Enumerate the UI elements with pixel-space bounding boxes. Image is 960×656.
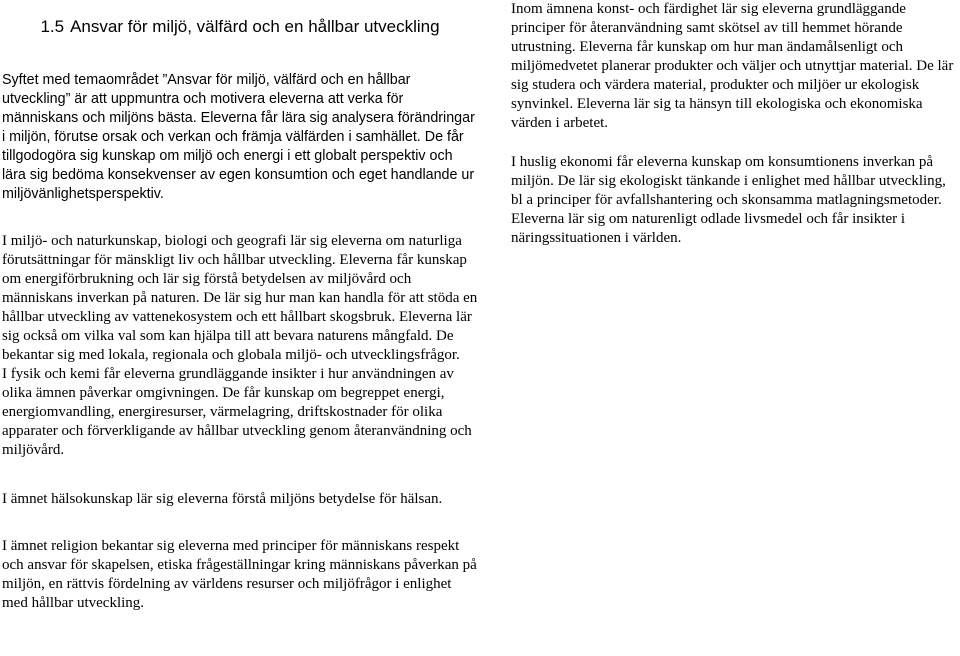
intro-paragraph-part-b: De får tillgodogöra sig kunskap om miljö och energi i ett globalt perspektiv och lära sig bedöma konsekvenser av egen konsumtion och eget handlande ur miljövänlighetsperspektiv. xyxy=(2,129,475,202)
left-column xyxy=(2,0,478,613)
intro-paragraph xyxy=(2,71,478,204)
section-number: 1.5 xyxy=(40,17,65,36)
science-paragraph: I miljö- och naturkunskap, biologi och geografi lär sig eleverna om naturliga förutsättningar för mänskligt liv och hållbar utveckling. Eleverna får kunskap om energiförbrukning och lär sig förstå betydelsen av miljövård och människans inverkan på naturen. De lär sig hur man kan handla för att stöda en hållbar utveckling av vattenekosystem och ett hållbart skogsbruk. Eleverna lär sig också om vilka val som kan hjälpa till att bevara naturens mångfald. De bekantar sig med lokala, regionala och globala miljö- och utvecklingsfrågor. xyxy=(2,233,478,363)
physics-chemistry-paragraph: I fysik och kemi får eleverna grundläggande insikter i hur användningen av olika ämnen påverkar omgivningen. De får kunskap om begreppet energi, energiomvandling, energiresurser, värmelagring, driftskostnader för olika apparater och förverkligande av hållbar utveckling genom återanvändning och miljövård. xyxy=(2,366,472,458)
section-title: Ansvar för miljö, välfärd och en hållbar utveckling xyxy=(70,17,440,36)
intro-paragraph-part-a: Syftet med temaområdet ”Ansvar för miljö, välfärd och en hållbar utveckling” är att uppmuntra och motivera eleverna att verka för människans och miljöns bästa. Eleverna får lära sig analysera förändringar i miljön, förutse orsak och verkan och främja välfärden i samhället. xyxy=(2,72,475,145)
religion-paragraph: I ämnet religion bekantar sig eleverna med principer för människans respekt och ansvar för skapelsen, etiska frågeställningar kring människans påverkan på miljön, en rättvis fördelning av världens resurser och miljöfrågor i enlighet med hållbar utveckling. xyxy=(2,538,477,611)
right-column xyxy=(511,0,960,248)
arts-crafts-paragraph: Inom ämnena konst- och färdighet lär sig eleverna grundläggande principer för återanvändning samt skötsel av till hemmet hörande utrustning. Eleverna får kunskap om hur man ändamålsenligt och miljömedvetet planerar produkter och väljer och utnyttjar material. De lär sig studera och värdera material, produkter och miljöer ur ekologisk synvinkel. Eleverna lär sig ta hänsyn till ekologiska och ekonomiska värden i arbetet. xyxy=(511,1,954,131)
home-economics-paragraph: I huslig ekonomi får eleverna kunskap om konsumtionens inverkan på miljön. De lär sig ekologiskt tänkande i enlighet med hållbar utveckling, bl a principer för avfallshantering och skonsamma matlagningsmetoder. Eleverna lär sig om naturenligt odlade livsmedel och får insikter i näringssituationen i världen. xyxy=(511,154,946,246)
section-heading xyxy=(2,16,478,38)
health-paragraph: I ämnet hälsokunskap lär sig eleverna förstå miljöns betydelse för hälsan. xyxy=(2,491,443,507)
